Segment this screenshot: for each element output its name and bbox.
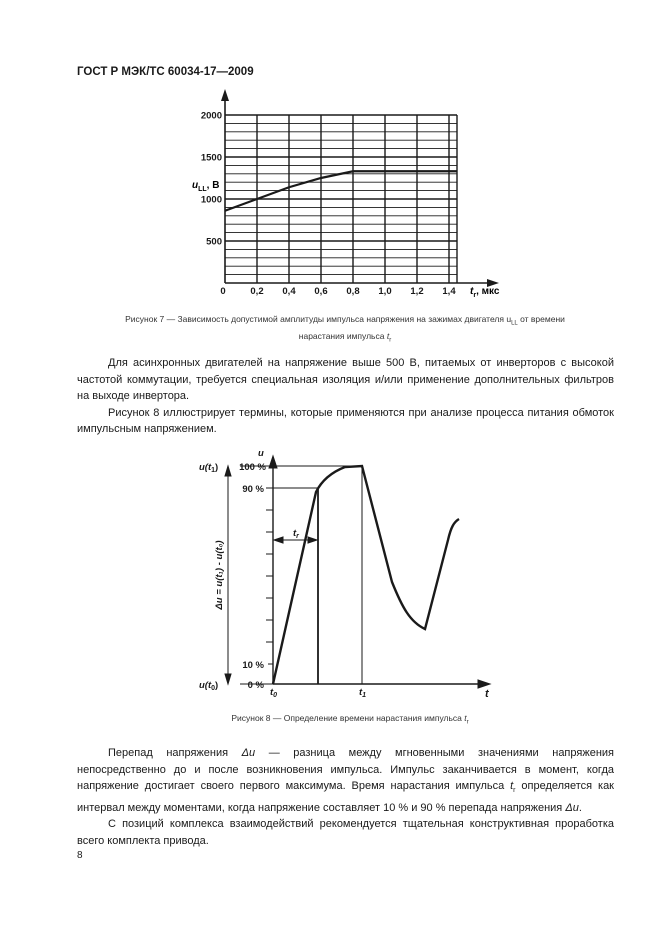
figure-8-diagram: [0, 432, 661, 710]
x-tick-label: 0,8: [346, 286, 360, 297]
label-0: 0 %: [247, 680, 264, 691]
y-tick-label: 1000: [200, 194, 222, 206]
u-axis-label: u: [258, 448, 264, 459]
y-axis-arrow: [221, 89, 229, 101]
x-tick-label: 0: [220, 286, 226, 297]
label-u-t0: $u(t_0)$: [199, 680, 219, 692]
label-delta-u: Δu = u(t₁) - u(t₀): [214, 540, 225, 610]
y-tick-label: 2000: [200, 110, 222, 122]
label-t1: $t_1$: [359, 687, 367, 699]
figure-7-chart: [0, 85, 661, 305]
paragraph: С позиций комплекса взаимодействий рекомендуется тщательная конструктивная проработка всего комплекта привода.: [77, 818, 614, 847]
figure-7-caption: Рисунок 7 — Зависимость допустимой амплитуды импульса напряжения на зажимах двигателя $u_{LL}$ от времени нарастания импульса $t_r$: [125, 314, 565, 344]
x-tick-label: 1,4: [442, 286, 456, 297]
page-number: 8: [77, 850, 83, 861]
chart-tick-labels: [201, 111, 456, 298]
paragraph: Рисунок 8 иллюстрирует термины, которые применяются при анализе процесса питания обмоток импульсным напряжением.: [77, 406, 614, 435]
x-tick-label: 0,4: [282, 286, 296, 297]
label-tr: $t_r$: [293, 528, 299, 540]
y-tick-label: 500: [206, 236, 222, 248]
paragraph: Для асинхронных двигателей на напряжение выше 500 В, питаемых от инверторов с высокой частотой коммутации, требуется специальная изоляция и/или применение дополнительных фильтров на выходе инвертора.: [77, 357, 614, 402]
t-axis-arrow: [478, 680, 490, 688]
text-block-2: [77, 745, 614, 849]
label-t0: $t_0$: [270, 687, 278, 699]
x-axis-label: $t_r$, мкс: [470, 286, 500, 299]
label-10: 10 %: [242, 660, 264, 671]
text-block-1: [77, 355, 614, 438]
document-header: ГОСТ Р МЭК/ТС 60034-17—2009: [77, 66, 254, 78]
label-u-t1: $u(t_1)$: [199, 462, 219, 474]
t-axis-label: t: [485, 688, 489, 700]
u-axis-ticks: [266, 466, 273, 664]
x-tick-label: 1,2: [410, 286, 424, 297]
y-tick-label: 1500: [200, 152, 222, 164]
x-tick-label: 1,0: [378, 286, 392, 297]
label-100: 100 %: [239, 462, 266, 473]
label-90: 90 %: [242, 484, 264, 495]
figure-8-caption: Рисунок 8 — Определение времени нарастания импульса $t_r$: [231, 713, 469, 726]
y-axis-label: $u_{LL}$, В: [192, 180, 220, 193]
x-tick-label: 0,6: [314, 286, 328, 297]
paragraph-definition: Перепад напряжения Δu — разница между мгновенными значениями напряжения непосредственно до и после возникновения импульса. Импульс заканчивается в момент, когда напряжение достигает своего первого максимума. Время нарастания импульса $t_r$ определяется как интервал между моментами, когда напряжение составляет 10 % и 90 % перепада напряжения Δu.: [77, 747, 614, 814]
pulse-waveform: [273, 466, 459, 684]
x-tick-label: 0,2: [250, 286, 264, 297]
